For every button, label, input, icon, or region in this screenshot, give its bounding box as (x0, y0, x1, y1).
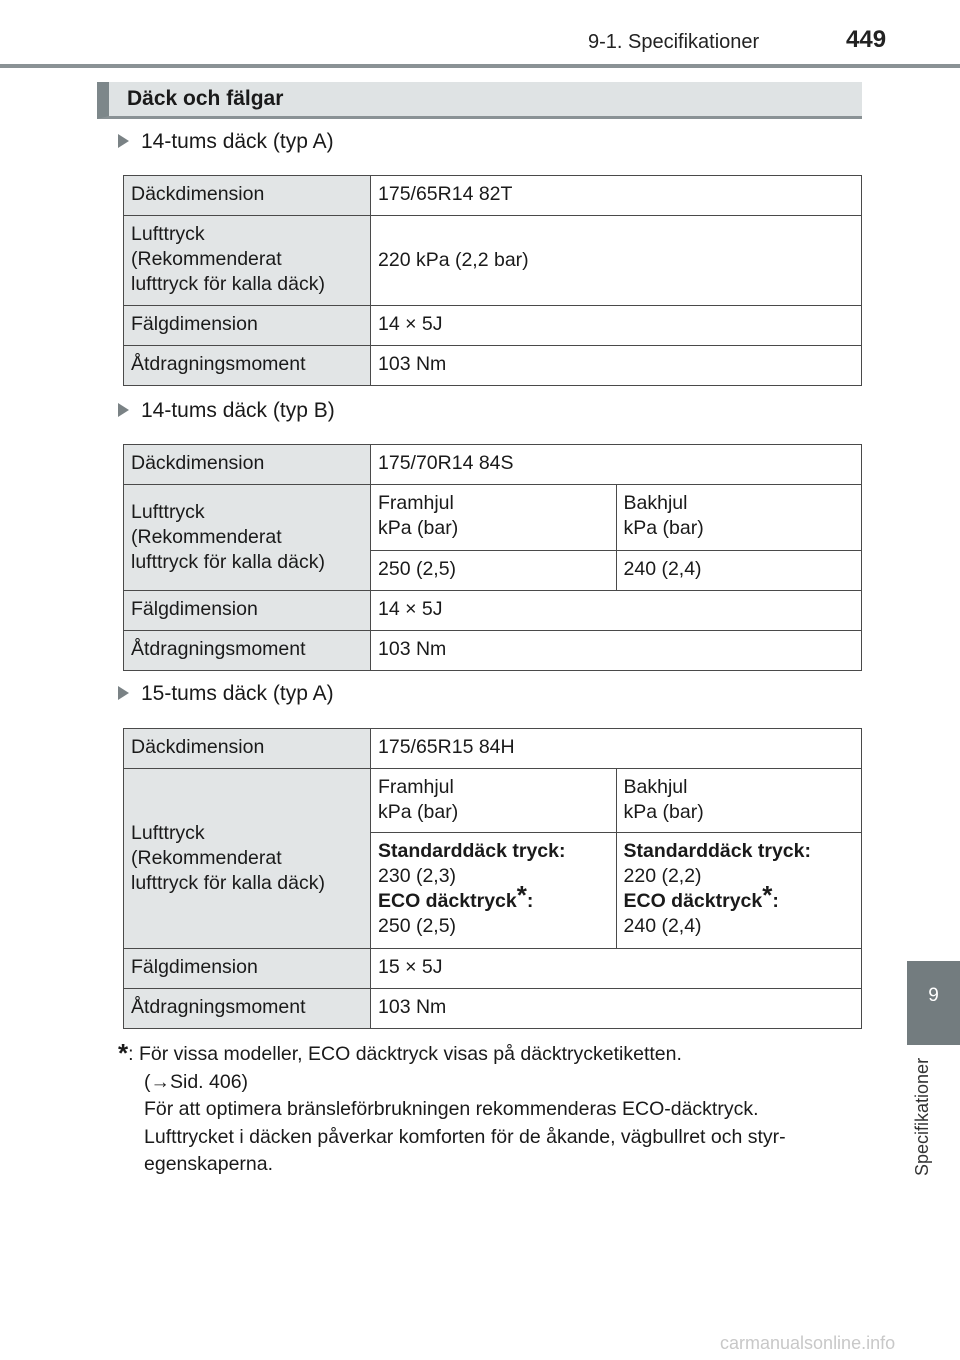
label-torque: Åtdragningsmoment (124, 989, 371, 1029)
footnote-page-ref[interactable]: (→Sid. 406) (144, 1070, 249, 1093)
header-rule (0, 64, 960, 68)
eco-pressure-label: ECO däcktryck*: (623, 879, 779, 912)
table-row (124, 949, 862, 989)
spec-table-14-type-b (123, 444, 862, 671)
value-front-pressures (371, 833, 617, 949)
value-torque: 103 Nm (371, 631, 862, 671)
label-pressure-line2: (Rekommenderat (131, 847, 282, 869)
label-wheel-size: Fälgdimension (124, 306, 371, 346)
standard-pressure-label: Standarddäck tryck: (623, 840, 811, 862)
triangle-bullet-icon (118, 403, 129, 417)
section-bar (97, 82, 862, 119)
subheading-text: 15-tums däck (typ A) (141, 682, 334, 705)
table-row (124, 346, 862, 386)
label-torque: Åtdragningsmoment (124, 346, 371, 386)
value-torque: 103 Nm (371, 989, 862, 1029)
footnote (118, 1040, 878, 1179)
rear-wheel-header (616, 485, 862, 551)
value-rear-pressures (616, 833, 862, 949)
table-row (124, 989, 862, 1029)
chapter-number: 9 (928, 985, 939, 1006)
value-wheel-size: 15 × 5J (371, 949, 862, 989)
table-row (124, 591, 862, 631)
spec-table-14-type-a (123, 175, 862, 386)
table-row (124, 216, 862, 306)
footnote-line3: För att optimera bränsleförbrukningen rekommenderas ECO-däcktryck. (144, 1098, 759, 1120)
unit-label: kPa (bar) (378, 517, 459, 539)
value-tire-size: 175/70R14 84S (371, 445, 862, 485)
label-tire-size: Däckdimension (124, 445, 371, 485)
table-row (124, 176, 862, 216)
table-row (124, 485, 862, 551)
spec-table-15-type-a (123, 728, 862, 1029)
value-front-eco: 250 (2,5) (378, 915, 457, 937)
footnote-star: * (118, 1038, 129, 1068)
rear-label: Bakhjul (623, 492, 688, 514)
section-title: Däck och fälgar (127, 87, 284, 110)
triangle-bullet-icon (118, 686, 129, 700)
footnote-line4: Lufttrycket i däcken påverkar komforten för de åkande, vägbullret och styr- (144, 1125, 786, 1148)
table-row (124, 729, 862, 769)
label-tire-size: Däckdimension (124, 729, 371, 769)
chapter-label: Specifikationer (912, 1058, 932, 1177)
front-label: Framhjul (378, 492, 454, 514)
unit-label: kPa (bar) (378, 801, 459, 823)
footnote-line1: *: För vissa modeller, ECO däcktryck visas på däcktrycketiketten. (118, 1038, 682, 1068)
label-pressure-line1: Lufttryck (131, 501, 205, 523)
value-front-standard: 230 (2,3) (378, 865, 457, 887)
front-wheel-header (371, 769, 617, 833)
value-torque: 103 Nm (371, 346, 862, 386)
page-number: 449 (846, 26, 887, 53)
value-wheel-size: 14 × 5J (371, 591, 862, 631)
watermark: carmanualsonline.info (720, 1333, 896, 1353)
label-pressure-line2: (Rekommenderat (131, 248, 282, 270)
label-tire-size: Däckdimension (124, 176, 371, 216)
subheading-text: 14-tums däck (typ B) (141, 399, 335, 422)
label-torque: Åtdragningsmoment (124, 631, 371, 671)
value-front-pressure: 250 (2,5) (371, 551, 617, 591)
label-pressure-line3: lufttryck för kalla däck) (131, 872, 325, 894)
rear-label: Bakhjul (623, 776, 688, 798)
label-pressure-line1: Lufttryck (131, 822, 205, 844)
label-pressure-line1: Lufttryck (131, 223, 205, 245)
unit-label: kPa (bar) (623, 801, 704, 823)
chapter-tab[interactable] (907, 961, 960, 1045)
table-row (124, 769, 862, 833)
label-pressure-line3: lufttryck för kalla däck) (131, 551, 325, 573)
triangle-bullet-icon (118, 134, 129, 148)
value-tire-size: 175/65R15 84H (371, 729, 862, 769)
eco-pressure-label: ECO däcktryck*: (378, 879, 534, 912)
value-wheel-size: 14 × 5J (371, 306, 862, 346)
unit-label: kPa (bar) (623, 517, 704, 539)
front-label: Framhjul (378, 776, 454, 798)
label-pressure (124, 485, 371, 591)
table-row (124, 445, 862, 485)
label-pressure (124, 216, 371, 306)
footnote-line5: egenskaperna. (144, 1153, 274, 1175)
subheading-14-type-b (118, 399, 335, 423)
value-rear-standard: 220 (2,2) (623, 865, 702, 887)
value-pressure: 220 kPa (2,2 bar) (371, 216, 862, 306)
table-row (124, 631, 862, 671)
label-pressure (124, 769, 371, 949)
subheading-15-type-a (118, 682, 334, 706)
value-tire-size: 175/65R14 82T (371, 176, 862, 216)
label-wheel-size: Fälgdimension (124, 949, 371, 989)
front-wheel-header (371, 485, 617, 551)
label-wheel-size: Fälgdimension (124, 591, 371, 631)
header-section-title: 9-1. Specifikationer (588, 31, 760, 53)
standard-pressure-label: Standarddäck tryck: (378, 840, 566, 862)
rear-wheel-header (616, 769, 862, 833)
label-pressure-line2: (Rekommenderat (131, 526, 282, 548)
label-pressure-line3: lufttryck för kalla däck) (131, 273, 325, 295)
subheading-14-type-a (118, 130, 334, 154)
subheading-text: 14-tums däck (typ A) (141, 130, 334, 153)
value-rear-eco: 240 (2,4) (623, 915, 702, 937)
table-row (124, 306, 862, 346)
value-rear-pressure: 240 (2,4) (616, 551, 862, 591)
